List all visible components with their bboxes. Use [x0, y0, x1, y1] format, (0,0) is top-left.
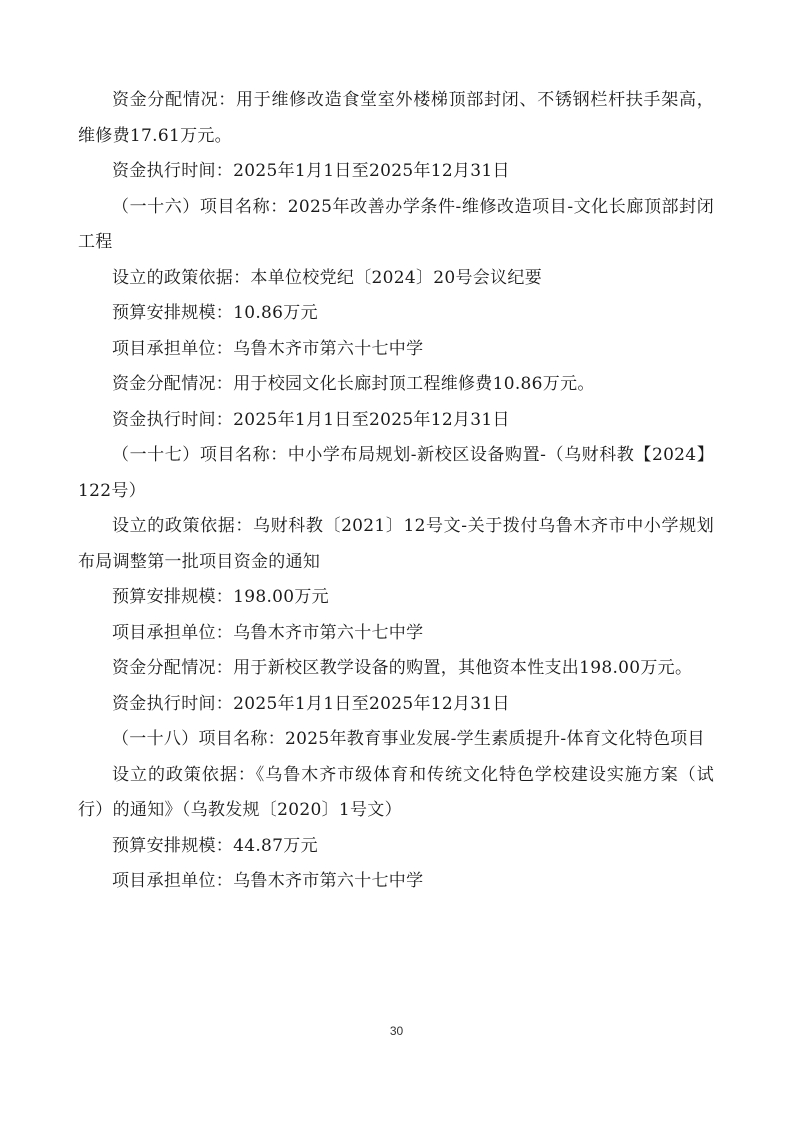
paragraph-undertaking-unit: 项目承担单位：乌鲁木齐市第六十七中学 [112, 871, 424, 891]
paragraph-project-16-name: （一十六）项目名称：2025年改善办学条件-维修改造项目-文化长廊顶部封闭工程 [78, 196, 714, 252]
paragraph-policy-basis: 设立的政策依据：《乌鲁木齐市级体育和传统文化特色学校建设实施方案（试行）的通知》（乌教发规〔2020〕1号文） [78, 764, 714, 820]
paragraph-fund-allocation-16: 资金分配情况：用于维修改造食堂室外楼梯顶部封闭、不锈钢栏杆扶手架高，维修费17.61万元。 [78, 90, 714, 146]
document-body [78, 83, 714, 900]
paragraph-undertaking-unit: 项目承担单位：乌鲁木齐市第六十七中学 [112, 338, 424, 359]
paragraph-policy-basis: 设立的政策依据：本单位校党纪〔2024〕20号会议纪要 [112, 267, 542, 288]
paragraph-budget-scale: 预算安排规模：198.00万元 [112, 587, 329, 607]
page-number: 30 [389, 1024, 404, 1038]
paragraph-budget-scale: 预算安排规模：44.87万元 [112, 835, 318, 856]
paragraph-fund-allocation: 资金分配情况：用于新校区教学设备的购置，其他资本性支出198.00万元。 [112, 658, 693, 678]
paragraph-execution-time: 资金执行时间：2025年1月1日至2025年12月31日 [112, 693, 510, 714]
paragraph-budget-scale: 预算安排规模：10.86万元 [112, 303, 318, 323]
paragraph-policy-basis: 设立的政策依据：乌财科教〔2021〕12号文-关于拨付乌鲁木齐市中小学规划布局调整第一批项目资金的通知 [78, 516, 714, 572]
paragraph-project-18-name: （一十八）项目名称：2025年教育事业发展-学生素质提升-体育文化特色项目 [112, 729, 705, 749]
paragraph-execution-time: 资金执行时间：2025年1月1日至2025年12月31日 [112, 409, 510, 430]
paragraph-execution-time: 资金执行时间：2025年1月1日至2025年12月31日 [112, 161, 510, 181]
paragraph-fund-allocation: 资金分配情况：用于校园文化长廊封顶工程维修费10.86万元。 [112, 374, 595, 394]
paragraph-project-17-name: （一十七）项目名称：中小学布局规划-新校区设备购置-（乌财科教【2024】122号） [78, 445, 714, 501]
paragraph-undertaking-unit: 项目承担单位：乌鲁木齐市第六十七中学 [112, 622, 424, 643]
